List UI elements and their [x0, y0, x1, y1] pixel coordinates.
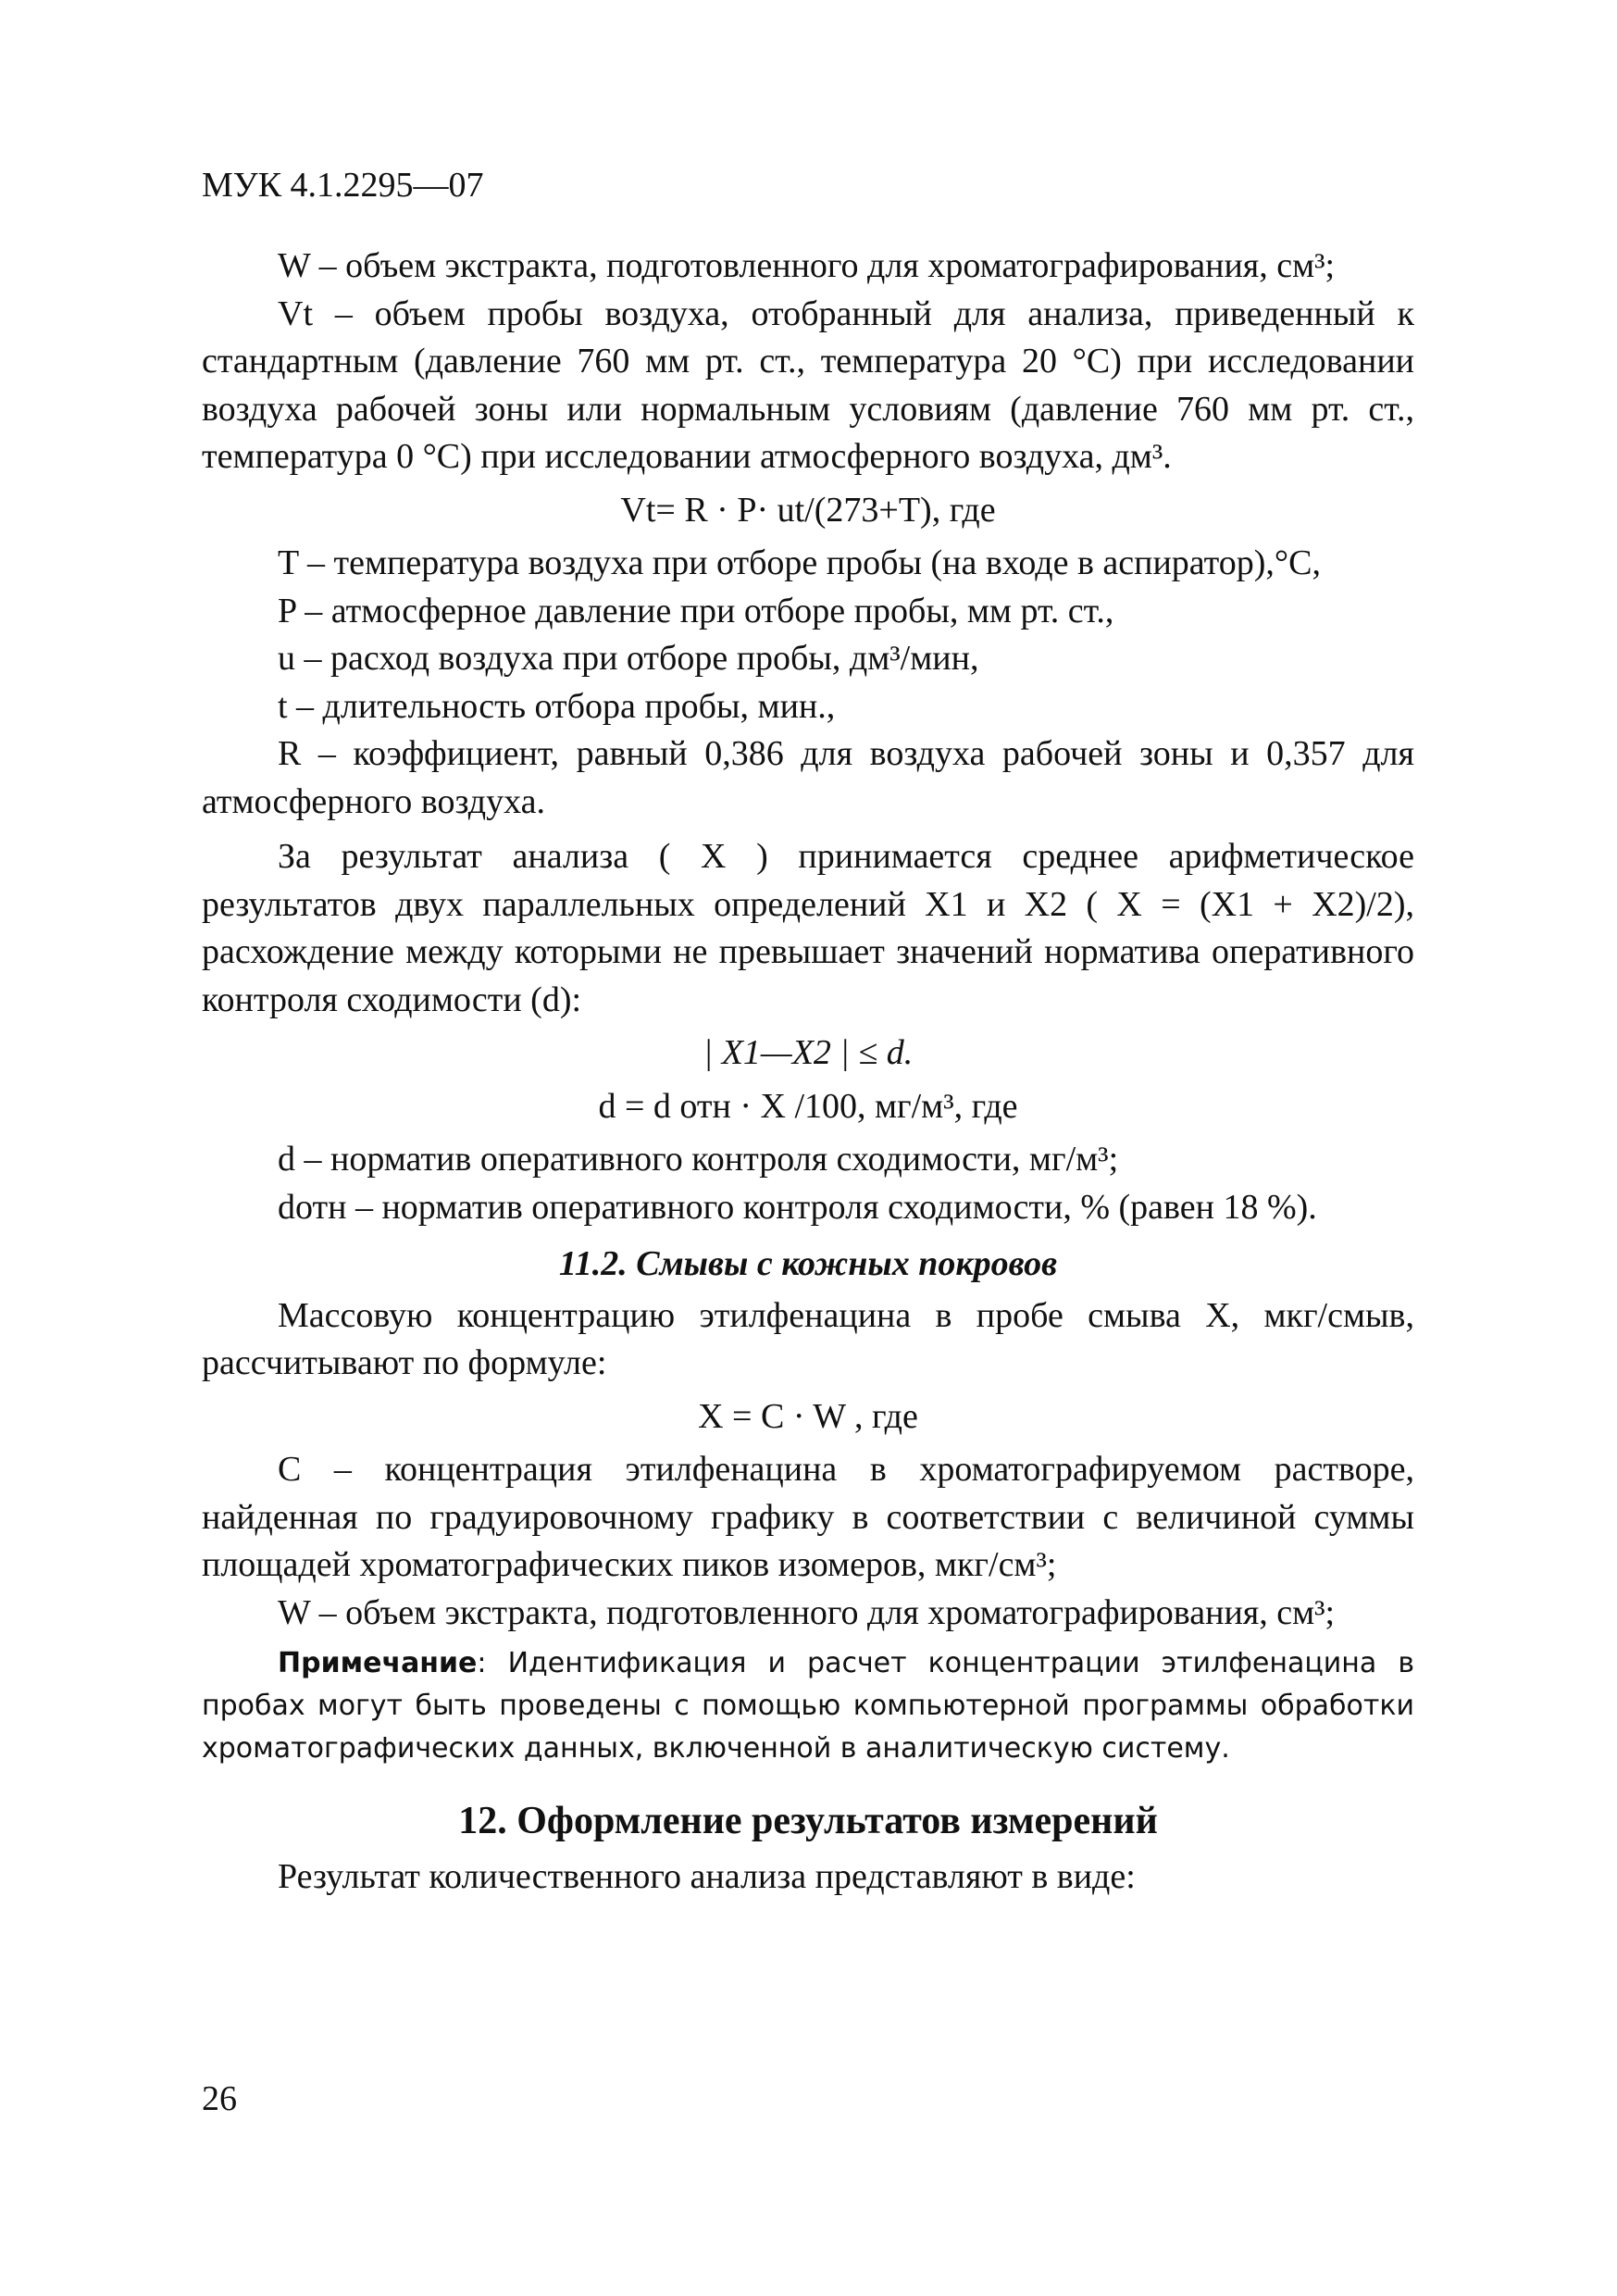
t-definition: T – температура воздуха при отборе пробы (на входе в аспиратор),°С, [278, 543, 1321, 582]
abs-difference-formula: | X1—X2 | ≤ d. [703, 1033, 914, 1072]
wash-intro: Массовую концентрацию этилфенацина в пробе смыва X, мкг/смыв, рассчитывают по формуле: [202, 1295, 1414, 1382]
time-definition: t – длительность отбора пробы, мин., [278, 686, 836, 726]
note-text: : Идентификация и расчет концентрации этилфенацина в пробах могут быть проведены с помощью компьютерной программы обработки хроматографических данных, включенной в аналитическую систему. [202, 1647, 1414, 1765]
subsection-title: 11.2. Смывы с кожных покровов [558, 1244, 1058, 1283]
wash-formula: X = C · W , где [698, 1396, 918, 1436]
document-body [202, 243, 1414, 1901]
d-formula: d = d отн · X /100, мг/м³, где [598, 1086, 1018, 1126]
result-paragraph: За результат анализа ( X ) принимается среднее арифметическое результатов двух параллельных определений X1 и X2 ( X = (X1 + X2)/2), расхождение между которыми не превышает значений норматива оперативного контроля сходимости (d): [202, 837, 1414, 1019]
p-definition: P – атмосферное давление при отборе пробы, мм рт. ст., [278, 591, 1114, 630]
page-number: 26 [202, 2079, 237, 2118]
u-definition: u – расход воздуха при отборе пробы, дм³/мин, [278, 639, 979, 678]
d-definition: d – норматив оперативного контроля сходимости, мг/м³; [278, 1140, 1119, 1179]
vt-formula: Vt= R · P· ut/(273+T), где [620, 490, 996, 530]
w-definition: W – объем экстракта, подготовленного для хроматографирования, см³; [278, 246, 1336, 285]
section-intro: Результат количественного анализа представляют в виде: [278, 1856, 1136, 1896]
note-paragraph [202, 1642, 1414, 1770]
r-definition: R – коэффициент, равный 0,386 для воздуха рабочей зоны и 0,357 для атмосферного воздуха. [202, 734, 1414, 821]
note-label: Примечание [278, 1647, 478, 1679]
dotn-definition: dотн – норматив оперативного контроля сходимости, % (равен 18 %). [278, 1187, 1317, 1227]
section-title: 12. Оформление результатов измерений [458, 1800, 1158, 1842]
document-header: МУК 4.1.2295—07 [202, 166, 484, 205]
c-definition: C – концентрация этилфенацина в хроматографируемом растворе, найденная по градуировочному графику в соответствии с величиной суммы площадей хроматографических пиков изомеров, мкг/см³; [202, 1450, 1414, 1584]
wash-w-definition: W – объем экстракта, подготовленного для хроматографирования, см³; [278, 1592, 1336, 1632]
vt-definition: Vt – объем пробы воздуха, отобранный для анализа, приведенный к стандартным (давление 760 мм рт. ст., температура 20 °С) при исследовании воздуха рабочей зоны или нормальным условиям (давление 760 мм рт. ст., температура 0 °С) при исследовании атмосферного воздуха, дм³. [202, 293, 1414, 476]
